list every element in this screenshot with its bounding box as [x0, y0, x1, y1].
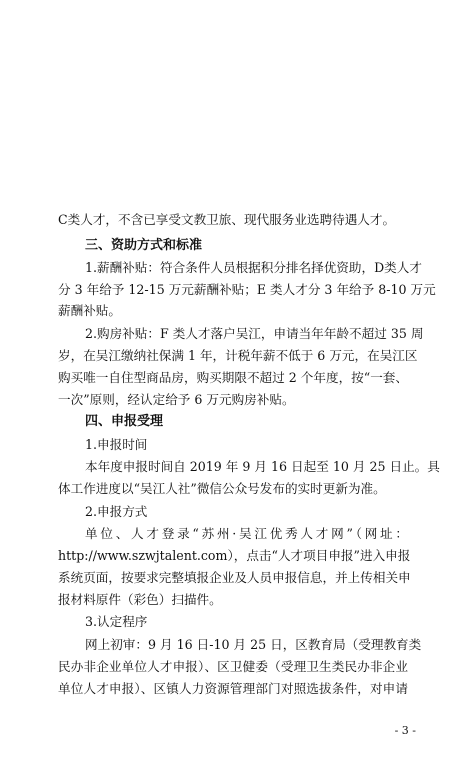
section-heading-application: 四、申报受理: [85, 414, 164, 429]
paragraph-line: C类人才，不含已享受文教卫旅、现代服务业选聘待遇人才。: [58, 212, 396, 227]
paragraph-line: 薪酬补贴。: [58, 303, 121, 318]
paragraph-line: 报材料原件（彩色）扫描件。: [58, 592, 222, 607]
paragraph-line: http://www.szwjtalent.com），点击“人才项目申报”进入申报: [58, 548, 411, 563]
paragraph-line: 2.购房补贴：F 类人才落户吴江，申请当年年龄不超过 35 周: [85, 326, 424, 341]
paragraph-line: 分 3 年给予 12-15 万元薪酬补贴；E 类人才分 3 年给予 8-10 万元: [58, 282, 436, 297]
section-heading-funding: 三、资助方式和标准: [85, 238, 203, 253]
paragraph-line: 岁，在吴江缴纳社保满 1 年，计税年薪不低于 6 万元，在吴江区: [58, 348, 418, 363]
paragraph-line: 一次”原则，经认定给予 6 万元购房补贴。: [58, 392, 295, 407]
page-number: - 3 -: [394, 724, 416, 737]
subheading-time: 1.申报时间: [85, 437, 148, 452]
paragraph-line: 1.薪酬补贴：符合条件人员根据积分排名择优资助，D类人才: [85, 260, 422, 275]
paragraph-line: 单位、人才登录“苏州·吴江优秀人才网”（网址：: [85, 526, 408, 541]
paragraph-line: 本年度申报时间自 2019 年 9 月 16 日起至 10 月 25 日止。具: [85, 459, 440, 474]
paragraph-line: 体工作进度以“吴江人社”微信公众号发布的实时更新为准。: [58, 481, 386, 496]
paragraph-line: 系统页面，按要求完整填报企业及人员申报信息，并上传相关申: [58, 570, 411, 585]
paragraph-line: 民办非企业单位人才申报）、区卫健委（受理卫生类民办非企业: [58, 659, 408, 674]
paragraph-line: 网上初审：9 月 16 日-10 月 25 日，区教育局（受理教育类: [85, 637, 422, 652]
paragraph-line: 单位人才申报）、区镇人力资源管理部门对照选拔条件，对申请: [58, 681, 408, 696]
subheading-procedure: 3.认定程序: [85, 614, 148, 629]
paragraph-line: 购买唯一自住型商品房，购买期限不超过 2 个年度，按“一套、: [58, 370, 408, 385]
subheading-method: 2.申报方式: [85, 504, 148, 519]
